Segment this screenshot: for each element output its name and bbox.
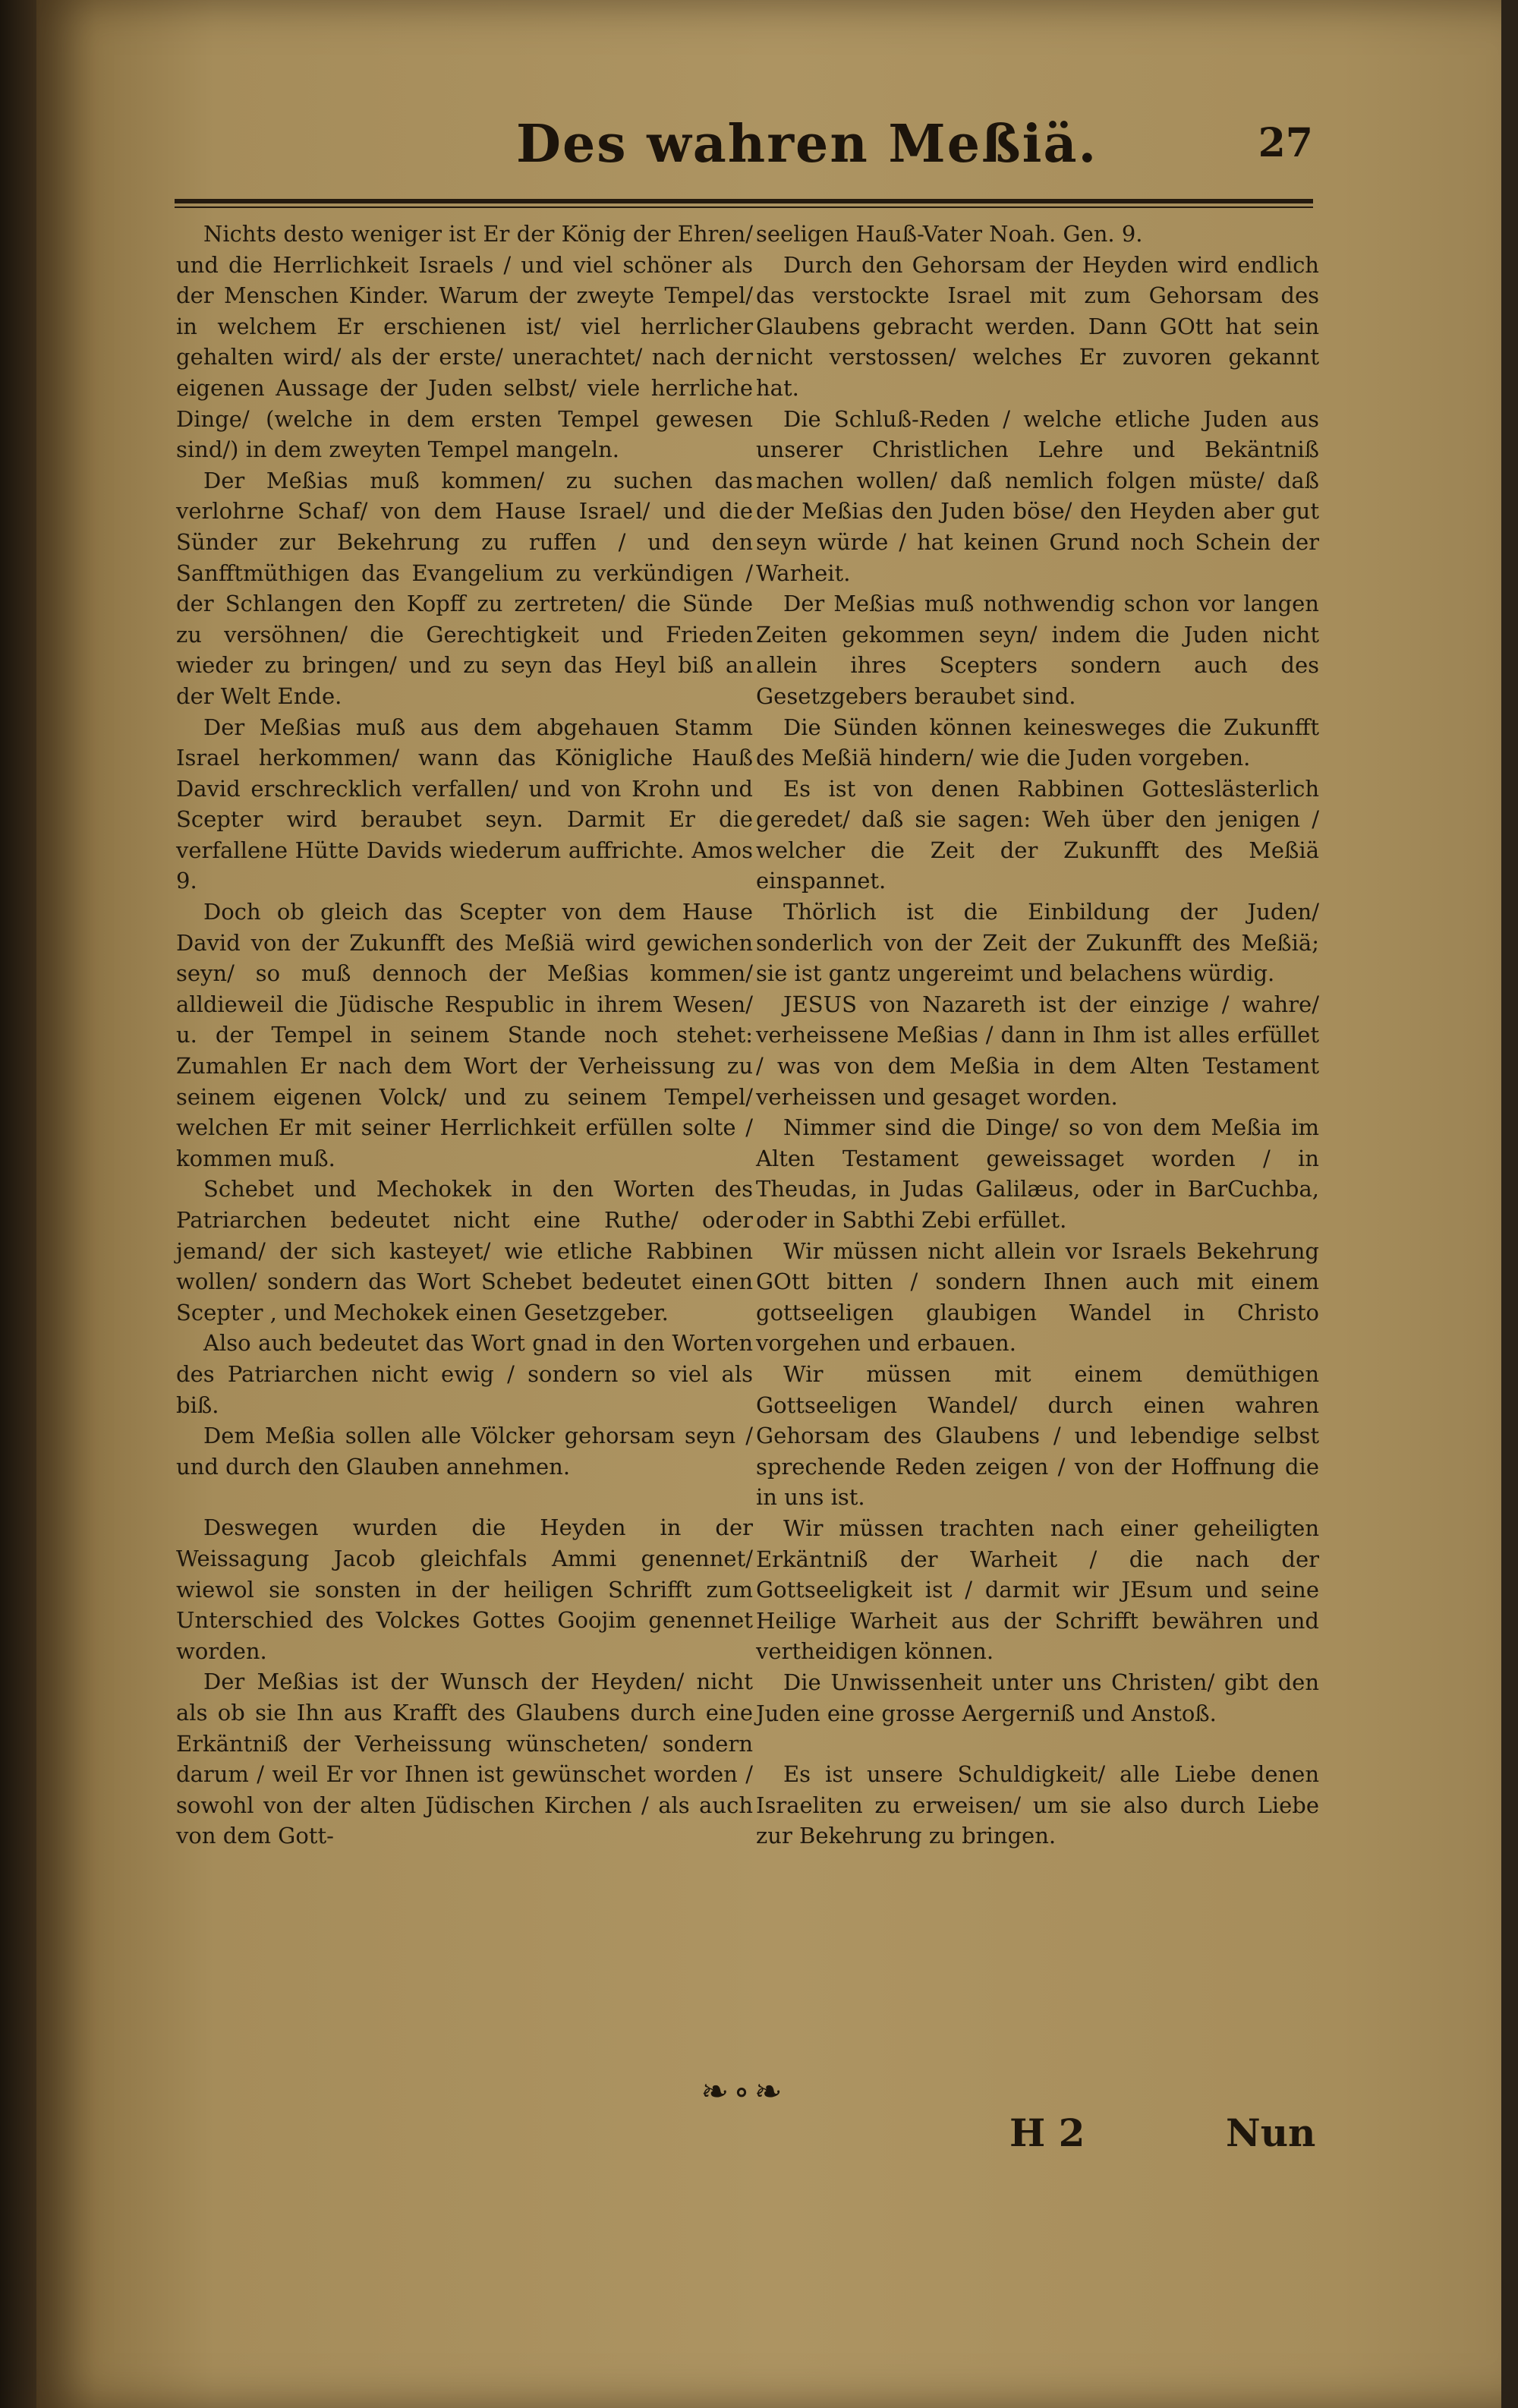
binding-shadow [0,0,36,2408]
paragraph: Die Sünden können keinesweges die Zukunfft des Meßiä hindern/ wie die Juden vorgeben. [756,714,1319,771]
paragraph: Wir müssen nicht allein vor Israels Bekehrung GOtt bitten / sondern Ihnen auch mit einem gottseeligen glaubigen Wandel in Christo vorgehen und erbauen. [756,1237,1319,1357]
paragraph: Nichts desto weniger ist Er der König der Ehren/ und die Herrlichkeit Israels / und viel schöner als der Menschen Kinder. Warum der zweyte Tempel/ in welchem Er erschienen ist/ viel herrlicher gehalten wird/ als der erste/ unerachtet/ nach der eigenen Aussage der Juden selbst/ viele herrliche Dinge/ (welche in dem ersten Tempel gewesen sind/) in dem zweyten Tempel mangeln. [176,221,753,463]
signature-mark: H 2 [1009,2110,1085,2155]
paragraph: Die Schluß-Reden / welche etliche Juden aus unserer Christlichen Lehre und Bekäntniß machen wollen/ daß nemlich folgen müste/ daß der Meßias den Juden böse/ den Heyden aber gut seyn würde / hat keinen Grund noch Schein der Warheit. [756,405,1319,586]
paragraph: Der Meßias muß aus dem abgehauen Stamm Israel herkommen/ wann das Königliche Hauß David erschrecklich verfallen/ und von Krohn und Scepter wird beraubet seyn. Darmit Er die verfallene Hütte Davids wiederum auffrichte. Amos 9. [176,714,753,894]
paragraph: Der Meßias muß nothwendig schon vor langen Zeiten gekommen seyn/ indem die Juden nicht allein ihres Scepters sondern auch des Gesetzgebers beraubet sind. [756,591,1319,709]
paragraph: Wir müssen trachten nach einer geheiligten Erkäntniß der Warheit / die nach der Gottseeligkeit ist / darmit wir JEsum und seine Heilige Warheit aus der Schrifft bewähren und vertheidigen können. [756,1514,1319,1665]
paragraph: Der Meßias muß kommen/ zu suchen das verlohrne Schaf/ von dem Hause Israel/ und die Sünder zur Bekehrung zu ruffen / und den Sanfftmüthigen das Evangelium zu verkündigen / der Schlangen den Kopff zu zertreten/ die Sünde zu versöhnen/ die Gerechtigkeit und Frieden wieder zu bringen/ und zu seyn das Heyl biß an der Welt Ende. [176,467,753,709]
paragraph: Schebet und Mechokek in den Worten des Patriarchen bedeutet nicht eine Ruthe/ oder jemand/ der sich kasteyet/ wie etliche Rabbinen wollen/ sondern das Wort Schebet bedeutet einen Scepter , und Mechokek einen Gesetzgeber. [176,1176,753,1325]
catchword: Nun [1226,2110,1316,2155]
paragraph: Thörlich ist die Einbildung der Juden/ sonderlich von der Zeit der Zukunfft des Meßiä; sie ist gantz ungereimt und belachens würdig. [756,899,1319,987]
paragraph: Nimmer sind die Dinge/ so von dem Meßia im Alten Testament geweissaget worden / in Theudas, in Judas Galilæus, oder in BarCuchba, oder in Sabthi Zebi erfüllet. [756,1114,1319,1233]
paragraph: Es ist unsere Schuldigkeit/ alle Liebe denen Israeliten zu erweisen/ um sie also durch Liebe zur Bekehrung zu bringen. [756,1761,1319,1849]
paragraph: Dem Meßia sollen alle Völcker gehorsam seyn / und durch den Glauben annehmen. [176,1423,753,1480]
running-header [175,114,1313,190]
ornament-flourish: ❧∘❧ [701,2072,787,2111]
left-column [176,219,753,1852]
header-rule [175,199,1313,203]
paragraph: Also auch bedeutet das Wort gnad in den Worten des Patriarchen nicht ewig / sondern so viel als biß. [176,1330,753,1418]
paragraph-continuation: seeligen Hauß-Vater Noah. Gen. 9. [756,221,1143,247]
paragraph: JESUS von Nazareth ist der einzige / wahre/ verheissene Meßias / dann in Ihm ist alles erfüllet / was von dem Meßia in dem Alten Testament verheissen und gesaget worden. [756,991,1319,1110]
header-rule-thin [175,206,1313,208]
running-title: Des wahren Meßiä. [516,114,1098,175]
paragraph: Durch den Gehorsam der Heyden wird endlich das verstockte Israel mit zum Gehorsam des Glaubens gebracht werden. Dann GOtt hat sein nicht verstossen/ welches Er zuvoren gekannt hat. [756,251,1319,401]
paragraph: Deswegen wurden die Heyden in der Weissagung Jacob gleichfals Ammi genennet/ wiewol sie sonsten in der heiligen Schrifft zum Unterschied des Volckes Gottes Goojim genennet worden. [176,1514,753,1664]
paragraph: Doch ob gleich das Scepter von dem Hause David von der Zukunfft des Meßiä wird gewichen seyn/ so muß dennoch der Meßias kommen/ alldieweil die Jüdische Respublic in ihrem Wesen/ u. der Tempel in seinem Stande noch stehet: Zumahlen Er nach dem Wort der Verheissung zu seinem eigenen Volck/ und zu seinem Tempel/ welchen Er mit seiner Herrlichkeit erfüllen solte / kommen muß. [176,899,753,1171]
paragraph: Die Unwissenheit unter uns Christen/ gibt den Juden eine grosse Aergerniß und Anstoß. [756,1669,1319,1726]
paragraph: Es ist von denen Rabbinen Gotteslästerlich geredet/ daß sie sagen: Weh über den jenigen / welcher die Zeit der Zukunfft des Meßiä einspannet. [756,775,1319,894]
paragraph: Der Meßias ist der Wunsch der Heyden/ nicht als ob sie Ihn aus Krafft des Glaubens durch eine Erkäntniß der Verheissung wünscheten/ sondern darum / weil Er vor Ihnen ist gewünschet worden / sowohl von der alten Jüdischen Kirchen / als auch von dem Gott- [176,1669,753,1849]
paragraph: Wir müssen mit einem demüthigen Gottseeligen Wandel/ durch einen wahren Gehorsam des Glaubens / und lebendige selbst sprechende Reden zeigen / von der Hoffnung die in uns ist. [756,1360,1319,1511]
page-number: 27 [1258,120,1313,166]
right-column [756,219,1319,1852]
